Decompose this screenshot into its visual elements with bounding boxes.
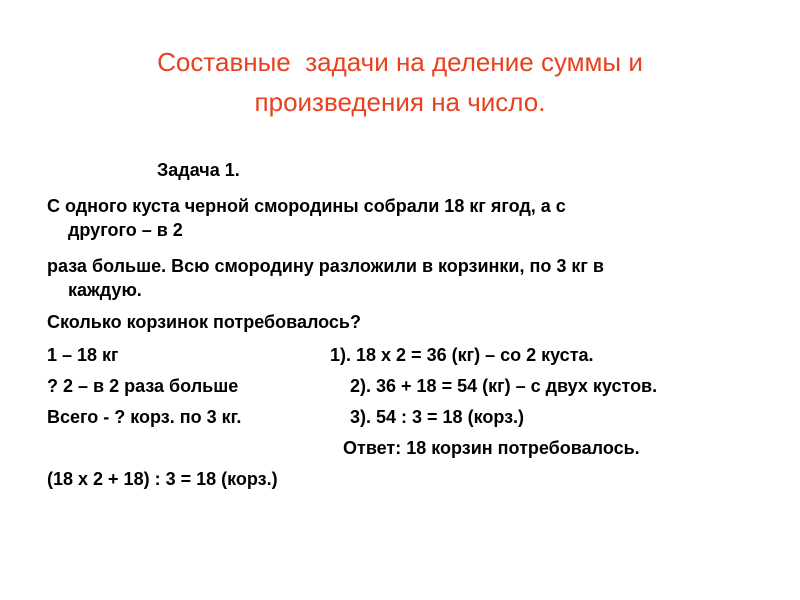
answer-text: Ответ: 18 корзин потребовалось.: [343, 438, 640, 458]
problem-question: Сколько корзинок потребовалось?: [47, 312, 361, 332]
solution-step-1: 1). 18 х 2 = 36 (кг) – со 2 куста.: [330, 345, 594, 365]
slide-title: [40, 42, 760, 122]
title-line-2: произведения на число.: [254, 87, 546, 117]
problem-line-2: другого – в 2: [68, 220, 183, 240]
solution-step-3: 3). 54 : 3 = 18 (корз.): [350, 407, 525, 427]
expression-text: (18 х 2 + 18) : 3 = 18 (корз.): [47, 469, 278, 489]
condition-line-3: Всего - ? корз. по 3 кг.: [47, 407, 242, 427]
condition-line-1: 1 – 18 кг: [47, 345, 119, 365]
solution-step-2: 2). 36 + 18 = 54 (кг) – с двух кустов.: [350, 376, 658, 396]
problem-line-3: раза больше. Всю смородину разложили в корзинки, по 3 кг в: [47, 256, 604, 276]
condition-line-2: ? 2 – в 2 раза больше: [47, 376, 239, 396]
problem-line-4: каждую.: [68, 280, 142, 300]
problem-line-1: С одного куста черной смородины собрали 18 кг ягод, а с: [47, 196, 566, 216]
title-line-1: Составные задачи на деление суммы и: [157, 47, 643, 77]
task-heading: Задача 1.: [157, 160, 240, 180]
